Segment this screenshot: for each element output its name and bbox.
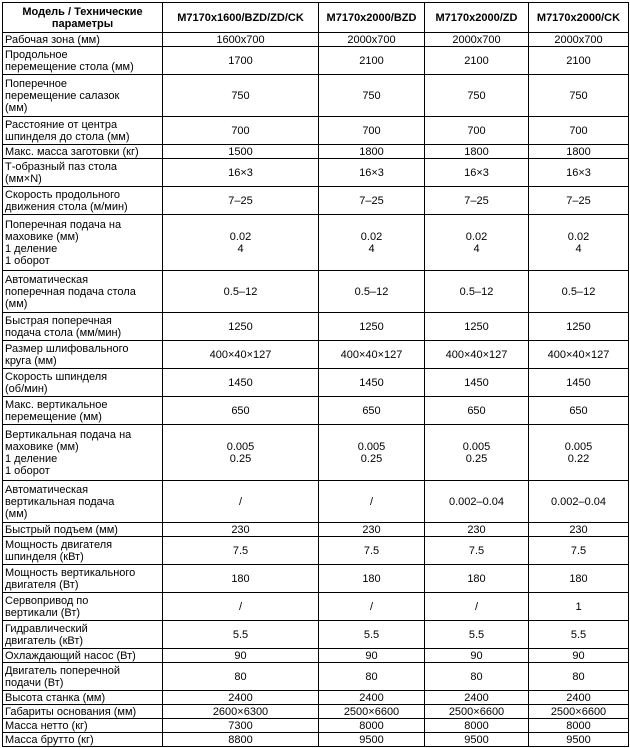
- param-cell: Расстояние от центра шпинделя до стола (мм): [3, 117, 163, 145]
- value-cell: 0.02 4: [163, 215, 319, 271]
- table-row: [3, 649, 629, 663]
- param-cell: Высота станка (мм): [3, 691, 163, 705]
- param-cell: Скорость продольного движения стола (м/мин): [3, 187, 163, 215]
- table-row: [3, 565, 629, 593]
- value-cell: 750: [319, 75, 425, 117]
- value-cell: 2000x700: [425, 33, 529, 47]
- value-cell: 1450: [319, 369, 425, 397]
- value-cell: 7–25: [319, 187, 425, 215]
- value-cell: 16×3: [163, 159, 319, 187]
- value-cell: 700: [163, 117, 319, 145]
- value-cell: 1450: [529, 369, 629, 397]
- value-cell: 1250: [529, 313, 629, 341]
- value-cell: 9500: [319, 733, 425, 747]
- param-cell: Гидравлический двигатель (кВт): [3, 621, 163, 649]
- value-cell: 5.5: [163, 621, 319, 649]
- value-cell: 2400: [319, 691, 425, 705]
- value-cell: 230: [529, 523, 629, 537]
- value-cell: 650: [425, 397, 529, 425]
- value-cell: 16×3: [529, 159, 629, 187]
- value-cell: 2400: [163, 691, 319, 705]
- value-cell: 700: [425, 117, 529, 145]
- value-cell: 90: [425, 649, 529, 663]
- table-row: [3, 397, 629, 425]
- value-cell: 7.5: [529, 537, 629, 565]
- value-cell: /: [163, 481, 319, 523]
- value-cell: 5.5: [319, 621, 425, 649]
- value-cell: 1250: [425, 313, 529, 341]
- value-cell: 1600x700: [163, 33, 319, 47]
- value-cell: 2600×6300: [163, 705, 319, 719]
- value-cell: 1250: [163, 313, 319, 341]
- value-cell: 700: [319, 117, 425, 145]
- value-cell: 0.02 4: [319, 215, 425, 271]
- header-model: M7170x2000/ZD: [425, 3, 529, 33]
- value-cell: 7.5: [319, 537, 425, 565]
- value-cell: 750: [529, 75, 629, 117]
- param-cell: Габариты основания (мм): [3, 705, 163, 719]
- value-cell: 230: [425, 523, 529, 537]
- value-cell: 0.005 0.25: [163, 425, 319, 481]
- table-row: [3, 733, 629, 747]
- value-cell: 16×3: [425, 159, 529, 187]
- value-cell: 80: [425, 663, 529, 691]
- header-param: Модель / Технические параметры: [3, 3, 163, 33]
- value-cell: 7–25: [425, 187, 529, 215]
- value-cell: 1: [529, 593, 629, 621]
- value-cell: 7–25: [163, 187, 319, 215]
- value-cell: 2400: [425, 691, 529, 705]
- value-cell: 80: [529, 663, 629, 691]
- value-cell: 750: [163, 75, 319, 117]
- value-cell: 1450: [425, 369, 529, 397]
- value-cell: 90: [529, 649, 629, 663]
- table-row: [3, 117, 629, 145]
- table-row: [3, 341, 629, 369]
- value-cell: 7.5: [163, 537, 319, 565]
- value-cell: 0.5–12: [319, 271, 425, 313]
- param-cell: Мощность двигателя шпинделя (кВт): [3, 537, 163, 565]
- value-cell: 80: [163, 663, 319, 691]
- param-cell: Двигатель поперечной подачи (Вт): [3, 663, 163, 691]
- value-cell: 1800: [529, 145, 629, 159]
- value-cell: 2100: [319, 47, 425, 75]
- value-cell: 80: [319, 663, 425, 691]
- value-cell: 700: [529, 117, 629, 145]
- value-cell: 1450: [163, 369, 319, 397]
- value-cell: 1800: [319, 145, 425, 159]
- value-cell: 2000x700: [319, 33, 425, 47]
- value-cell: 9500: [529, 733, 629, 747]
- table-row: [3, 187, 629, 215]
- value-cell: 0.005 0.25: [425, 425, 529, 481]
- value-cell: 7.5: [425, 537, 529, 565]
- value-cell: 180: [529, 565, 629, 593]
- table-row: [3, 523, 629, 537]
- param-cell: Т-образный паз стола (мм×N): [3, 159, 163, 187]
- param-cell: Быстрая поперечная подача стола (мм/мин): [3, 313, 163, 341]
- value-cell: 90: [319, 649, 425, 663]
- table-row: [3, 691, 629, 705]
- value-cell: 230: [319, 523, 425, 537]
- value-cell: /: [425, 593, 529, 621]
- table-row: [3, 271, 629, 313]
- value-cell: 400×40×127: [529, 341, 629, 369]
- value-cell: 0.5–12: [425, 271, 529, 313]
- value-cell: 9500: [425, 733, 529, 747]
- value-cell: 2500×6600: [319, 705, 425, 719]
- value-cell: /: [319, 481, 425, 523]
- value-cell: 650: [163, 397, 319, 425]
- table-row: [3, 593, 629, 621]
- header-model: M7170x2000/BZD: [319, 3, 425, 33]
- value-cell: 1500: [163, 145, 319, 159]
- header-row: [3, 3, 629, 33]
- value-cell: 90: [163, 649, 319, 663]
- value-cell: 1800: [425, 145, 529, 159]
- value-cell: 2500×6600: [425, 705, 529, 719]
- value-cell: 16×3: [319, 159, 425, 187]
- table-row: [3, 425, 629, 481]
- value-cell: 230: [163, 523, 319, 537]
- param-cell: Автоматическая вертикальная подача (мм): [3, 481, 163, 523]
- param-cell: Макс. вертикальное перемещение (мм): [3, 397, 163, 425]
- value-cell: 2400: [529, 691, 629, 705]
- header-model: M7170x1600/BZD/ZD/CK: [163, 3, 319, 33]
- value-cell: 5.5: [529, 621, 629, 649]
- param-cell: Скорость шпинделя (об/мин): [3, 369, 163, 397]
- table-row: [3, 537, 629, 565]
- value-cell: 180: [425, 565, 529, 593]
- value-cell: 180: [163, 565, 319, 593]
- value-cell: /: [319, 593, 425, 621]
- table-row: [3, 159, 629, 187]
- value-cell: 400×40×127: [425, 341, 529, 369]
- value-cell: 0.002–0.04: [529, 481, 629, 523]
- param-cell: Автоматическая поперечная подача стола (мм): [3, 271, 163, 313]
- value-cell: 2500×6600: [529, 705, 629, 719]
- param-cell: Поперечное перемещение салазок (мм): [3, 75, 163, 117]
- value-cell: 8000: [319, 719, 425, 733]
- value-cell: 5.5: [425, 621, 529, 649]
- param-cell: Быстрый подъем (мм): [3, 523, 163, 537]
- value-cell: 0.02 4: [425, 215, 529, 271]
- value-cell: 8000: [425, 719, 529, 733]
- value-cell: 7300: [163, 719, 319, 733]
- value-cell: 180: [319, 565, 425, 593]
- param-cell: Продольное перемещение стола (мм): [3, 47, 163, 75]
- table-row: [3, 215, 629, 271]
- param-cell: Размер шлифовального круга (мм): [3, 341, 163, 369]
- param-cell: Масса брутто (кг): [3, 733, 163, 747]
- value-cell: 7–25: [529, 187, 629, 215]
- value-cell: 0.002–0.04: [425, 481, 529, 523]
- value-cell: 2100: [529, 47, 629, 75]
- value-cell: 8800: [163, 733, 319, 747]
- table-row: [3, 75, 629, 117]
- value-cell: 750: [425, 75, 529, 117]
- value-cell: 400×40×127: [319, 341, 425, 369]
- table-row: [3, 33, 629, 47]
- param-cell: Рабочая зона (мм): [3, 33, 163, 47]
- table-row: [3, 313, 629, 341]
- value-cell: 1700: [163, 47, 319, 75]
- table-row: [3, 47, 629, 75]
- value-cell: 0.5–12: [529, 271, 629, 313]
- param-cell: Сервопривод по вертикали (Вт): [3, 593, 163, 621]
- value-cell: 2000x700: [529, 33, 629, 47]
- header-model: M7170x2000/CK: [529, 3, 629, 33]
- value-cell: 650: [319, 397, 425, 425]
- table-row: [3, 719, 629, 733]
- value-cell: 0.005 0.25: [319, 425, 425, 481]
- table-row: [3, 145, 629, 159]
- table-row: [3, 481, 629, 523]
- table-row: [3, 621, 629, 649]
- table-row: [3, 705, 629, 719]
- value-cell: 2100: [425, 47, 529, 75]
- value-cell: 0.02 4: [529, 215, 629, 271]
- spec-table: [2, 2, 629, 747]
- param-cell: Масса нетто (кг): [3, 719, 163, 733]
- value-cell: 650: [529, 397, 629, 425]
- value-cell: 8000: [529, 719, 629, 733]
- value-cell: 0.5–12: [163, 271, 319, 313]
- value-cell: 0.005 0.22: [529, 425, 629, 481]
- param-cell: Охлаждающий насос (Вт): [3, 649, 163, 663]
- value-cell: 400×40×127: [163, 341, 319, 369]
- param-cell: Макс. масса заготовки (кг): [3, 145, 163, 159]
- param-cell: Мощность вертикального двигателя (Вт): [3, 565, 163, 593]
- param-cell: Поперечная подача на маховике (мм) 1 деление 1 оборот: [3, 215, 163, 271]
- table-row: [3, 663, 629, 691]
- value-cell: /: [163, 593, 319, 621]
- param-cell: Вертикальная подача на маховике (мм) 1 деление 1 оборот: [3, 425, 163, 481]
- table-row: [3, 369, 629, 397]
- value-cell: 1250: [319, 313, 425, 341]
